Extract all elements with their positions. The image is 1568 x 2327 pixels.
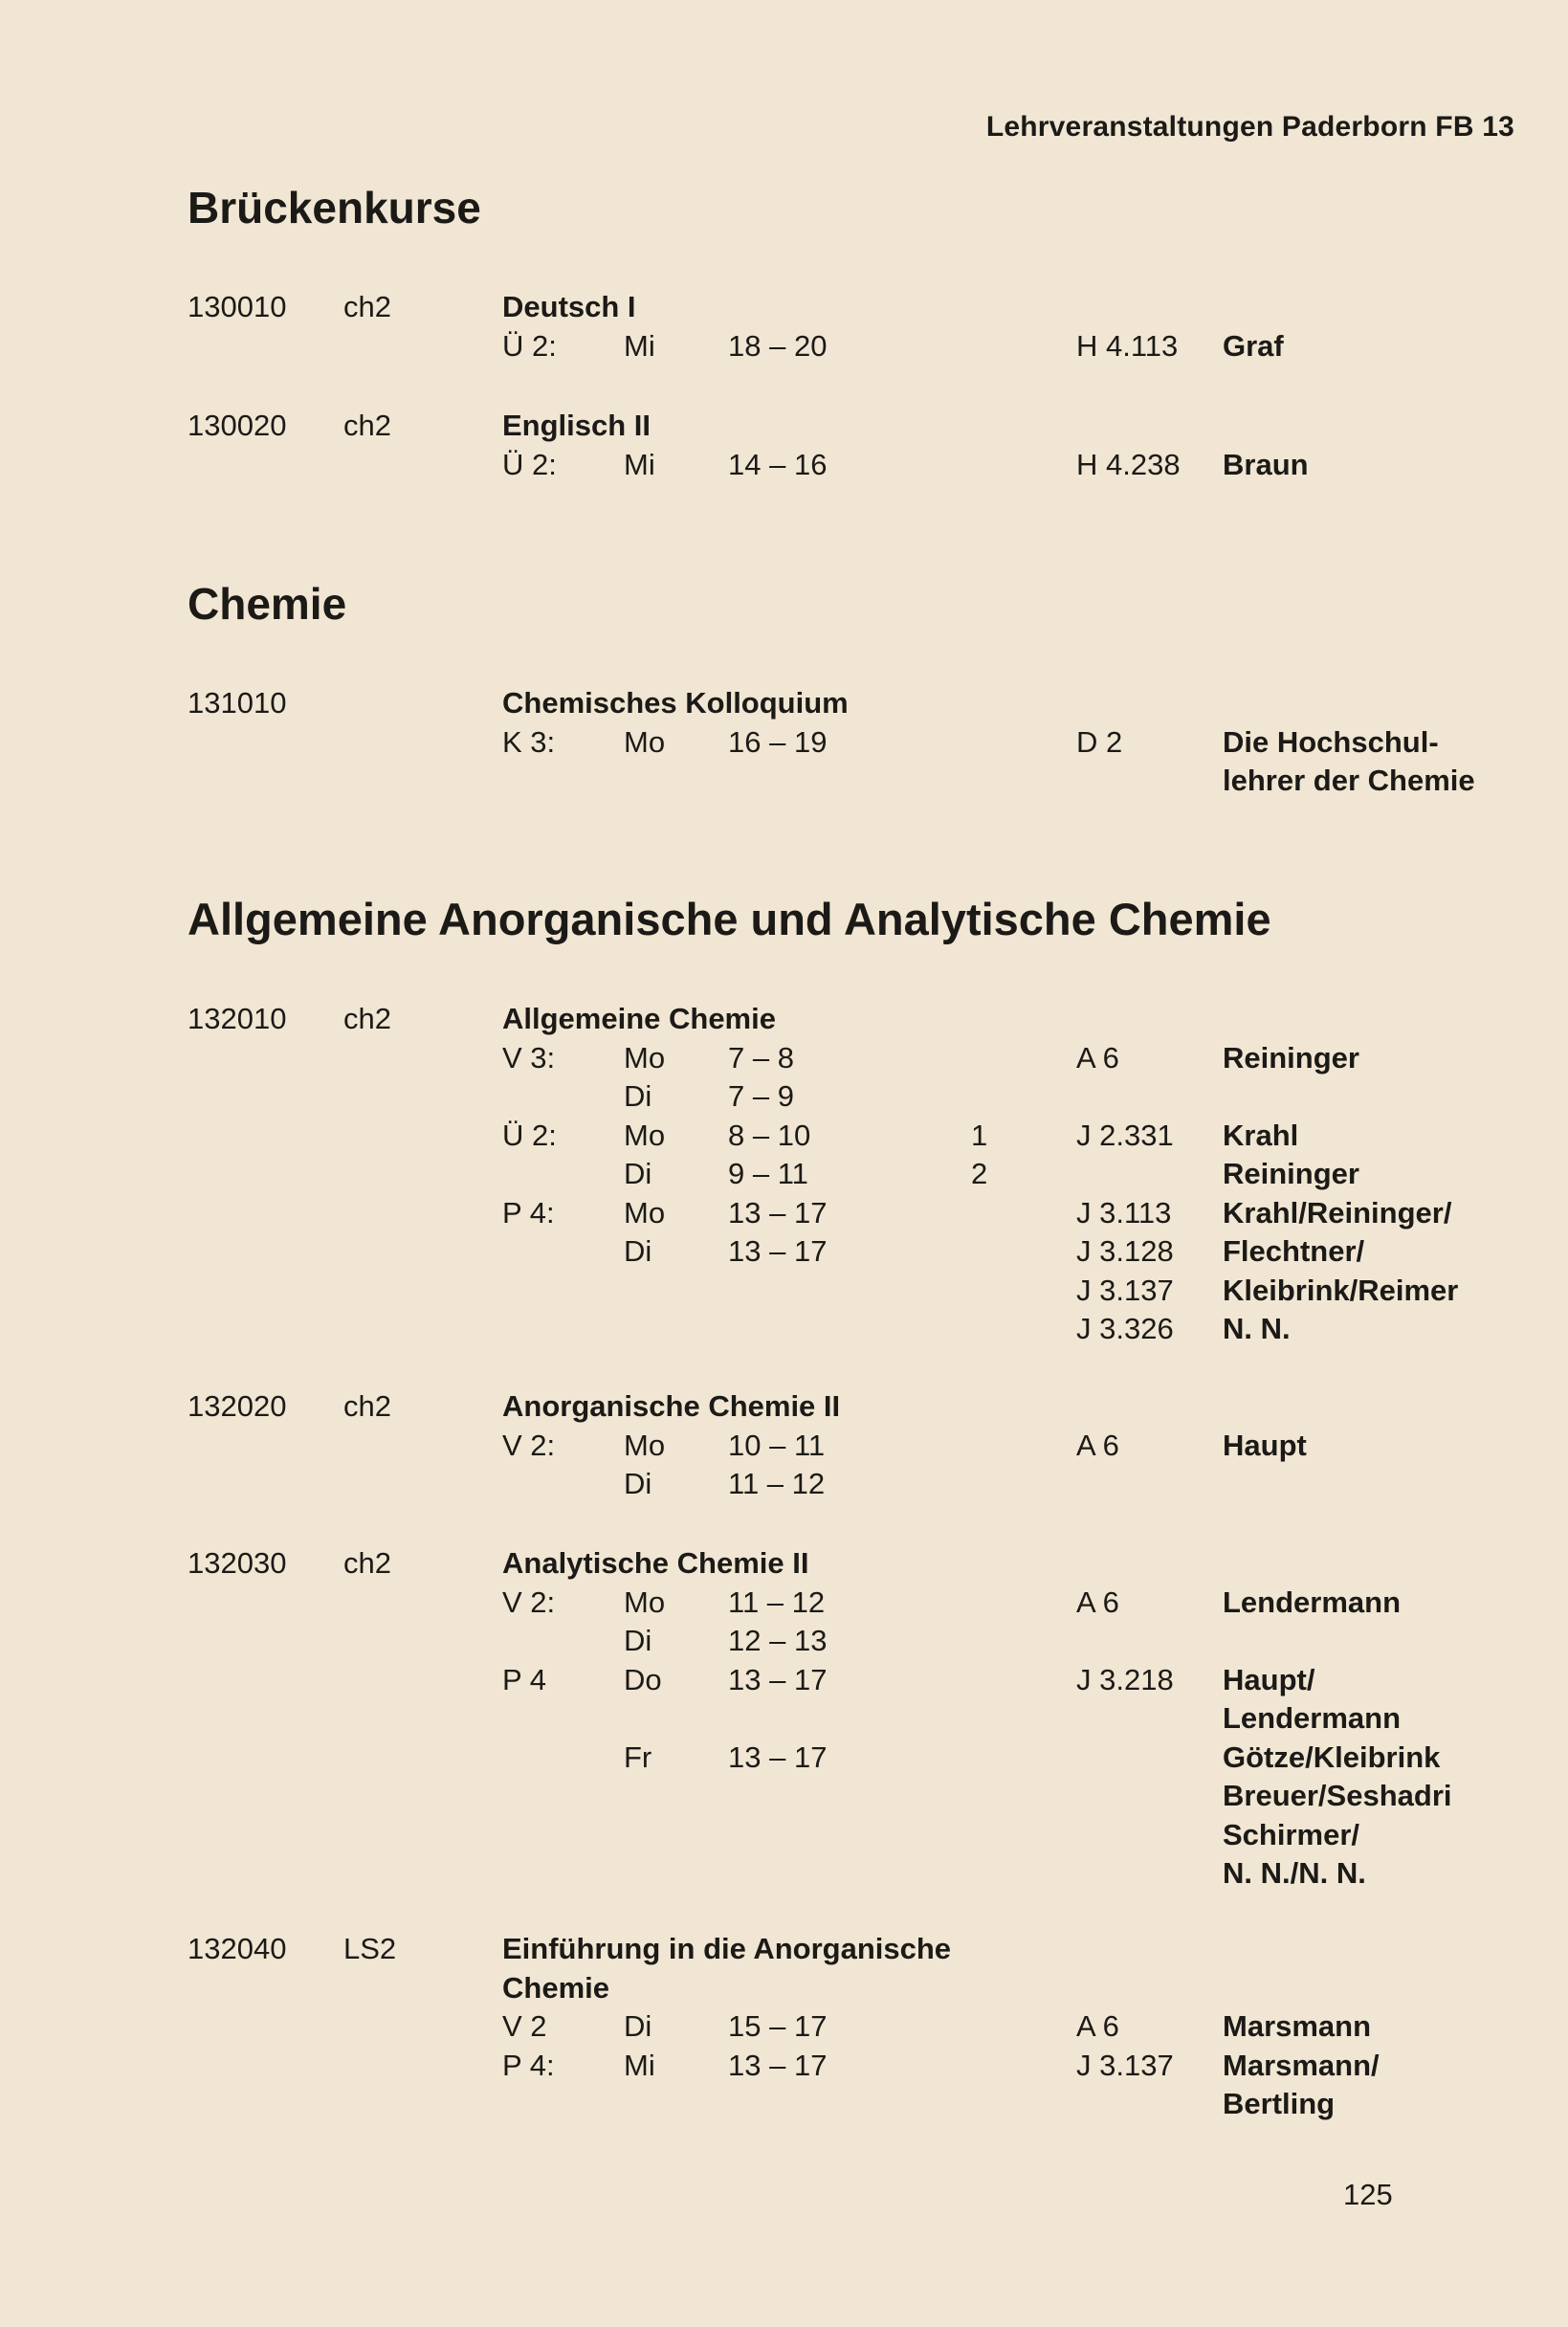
course-code: ch2 xyxy=(343,1389,391,1423)
course-132030 xyxy=(0,1546,1568,1895)
event-room: A 6 xyxy=(1076,1428,1119,1462)
course-title: Einführung in die Anorganische xyxy=(502,1932,952,1965)
event-time: 13 – 17 xyxy=(728,1195,828,1230)
course-132010 xyxy=(0,1002,1568,1351)
course-title: Allgemeine Chemie xyxy=(502,1002,776,1035)
schedule-row xyxy=(0,1740,1568,1780)
event-type: Ü 2: xyxy=(502,1118,557,1152)
course-number: 132010 xyxy=(188,1002,287,1035)
schedule-row xyxy=(0,1274,1568,1313)
course-130010 xyxy=(0,290,1568,367)
event-day: Mo xyxy=(624,1118,666,1152)
event-day: Mi xyxy=(624,447,655,481)
schedule-row xyxy=(0,2087,1568,2126)
event-lecturer: Lendermann xyxy=(1223,1585,1402,1619)
course-code: LS2 xyxy=(343,1932,397,1965)
event-lecturer: Braun xyxy=(1223,447,1309,481)
page-number: 125 xyxy=(1343,2178,1393,2211)
schedule-row xyxy=(0,1624,1568,1663)
event-time: 16 – 19 xyxy=(728,724,828,759)
event-day: Mo xyxy=(624,1428,666,1462)
schedule-row xyxy=(0,2049,1568,2088)
event-time: 13 – 17 xyxy=(728,1662,828,1696)
event-day: Mi xyxy=(624,2048,655,2082)
course-number: 131010 xyxy=(188,686,287,720)
course-132040 xyxy=(0,1932,1568,2126)
schedule-row xyxy=(0,1663,1568,1702)
course-title: Anorganische Chemie II xyxy=(502,1389,841,1423)
event-day: Di xyxy=(624,1157,652,1190)
event-lecturer: Reininger xyxy=(1223,1040,1359,1075)
event-day: Di xyxy=(624,1467,652,1500)
course-number: 130010 xyxy=(188,290,287,323)
event-lecturer: Reininger xyxy=(1223,1157,1359,1190)
event-day: Di xyxy=(624,1234,652,1268)
event-day: Mo xyxy=(624,1585,666,1619)
course-code: ch2 xyxy=(343,290,391,323)
event-day: Di xyxy=(624,2009,652,2043)
event-lecturer: Flechtner/ xyxy=(1223,1234,1365,1268)
course-header-line xyxy=(0,409,1568,448)
event-lecturer: Krahl xyxy=(1223,1118,1299,1152)
course-code: ch2 xyxy=(343,1546,391,1580)
event-lecturer: Götze/Kleibrink xyxy=(1223,1740,1441,1774)
event-time: 7 – 9 xyxy=(728,1079,794,1113)
event-type: V 2: xyxy=(502,1585,556,1619)
schedule-row xyxy=(0,725,1568,765)
course-132020 xyxy=(0,1389,1568,1506)
event-lecturer: Marsmann xyxy=(1223,2009,1372,2043)
event-room: J 3.137 xyxy=(1076,2048,1174,2082)
event-room: J 2.331 xyxy=(1076,1118,1174,1152)
section-title-chemie: Chemie xyxy=(188,579,347,629)
event-lecturer: Marsmann/ xyxy=(1223,2048,1380,2082)
course-title-continuation xyxy=(0,1971,1568,2010)
course-title: Analytische Chemie II xyxy=(502,1546,809,1580)
course-130020 xyxy=(0,409,1568,486)
event-time: 10 – 11 xyxy=(728,1428,826,1462)
schedule-row xyxy=(0,1429,1568,1468)
event-type: V 3: xyxy=(502,1040,556,1075)
event-day: Fr xyxy=(624,1740,652,1774)
event-room: J 3.113 xyxy=(1076,1195,1172,1230)
schedule-row xyxy=(0,1701,1568,1740)
event-room: H 4.238 xyxy=(1076,447,1181,481)
event-lecturer: N. N. xyxy=(1223,1312,1291,1345)
event-type: V 2 xyxy=(502,2009,547,2043)
course-header-line xyxy=(0,1932,1568,1971)
event-day: Di xyxy=(624,1079,652,1113)
event-type: P 4 xyxy=(502,1662,546,1696)
schedule-row xyxy=(0,1196,1568,1235)
course-header-line xyxy=(0,1546,1568,1585)
schedule-row xyxy=(0,1779,1568,1818)
event-lecturer: Haupt xyxy=(1223,1428,1307,1462)
course-131010 xyxy=(0,686,1568,803)
schedule-row xyxy=(0,1312,1568,1351)
event-room: H 4.113 xyxy=(1076,328,1179,363)
running-head: Lehrveranstaltungen Paderborn FB 13 xyxy=(985,111,1514,143)
schedule-row xyxy=(0,1818,1568,1857)
schedule-row xyxy=(0,1157,1568,1196)
section-title-brueckenkurse: Brückenkurse xyxy=(188,183,481,233)
schedule-row xyxy=(0,1119,1568,1158)
event-lecturer: Lendermann xyxy=(1223,1701,1402,1735)
event-lecturer: lehrer der Chemie xyxy=(1223,764,1475,797)
event-lecturer: Kleibrink/Reimer xyxy=(1223,1273,1459,1307)
course-title: Deutsch I xyxy=(502,290,636,323)
event-room: J 3.128 xyxy=(1076,1234,1174,1268)
event-day: Di xyxy=(624,1624,652,1657)
event-type: P 4: xyxy=(502,2048,555,2082)
event-time: 13 – 17 xyxy=(728,1234,828,1268)
course-number: 132040 xyxy=(188,1932,287,1965)
event-time: 14 – 16 xyxy=(728,447,828,481)
course-title: Englisch II xyxy=(502,409,651,442)
event-lecturer: Krahl/Reininger/ xyxy=(1223,1195,1452,1230)
event-group: 2 xyxy=(971,1157,988,1190)
event-room: A 6 xyxy=(1076,1585,1119,1619)
event-day: Mo xyxy=(624,1040,666,1075)
course-header-line xyxy=(0,1389,1568,1429)
schedule-row xyxy=(0,1856,1568,1895)
section-title-anorganische-analytische-chemie: Allgemeine Anorganische und Analytische Chemie xyxy=(188,894,1271,944)
event-time: 7 – 8 xyxy=(728,1040,794,1075)
event-day: Mo xyxy=(624,1195,666,1230)
schedule-row xyxy=(0,2009,1568,2049)
schedule-row xyxy=(0,764,1568,803)
event-lecturer: Breuer/Seshadri xyxy=(1223,1779,1452,1812)
course-header-line xyxy=(0,686,1568,725)
event-room: A 6 xyxy=(1076,1040,1119,1075)
event-time: 18 – 20 xyxy=(728,328,828,363)
event-room: J 3.326 xyxy=(1076,1312,1174,1345)
event-time: 11 – 12 xyxy=(728,1585,826,1619)
event-type: P 4: xyxy=(502,1195,555,1230)
event-room: A 6 xyxy=(1076,2009,1119,2043)
event-room: J 3.137 xyxy=(1076,1273,1174,1307)
schedule-row xyxy=(0,1234,1568,1274)
event-time: 8 – 10 xyxy=(728,1118,811,1152)
event-room: D 2 xyxy=(1076,724,1123,759)
schedule-row xyxy=(0,329,1568,368)
event-day: Do xyxy=(624,1662,662,1696)
event-time: 9 – 11 xyxy=(728,1157,808,1190)
course-code: ch2 xyxy=(343,1002,391,1035)
event-room: J 3.218 xyxy=(1076,1662,1174,1696)
event-time: 13 – 17 xyxy=(728,1740,828,1774)
course-title: Chemisches Kolloquium xyxy=(502,686,849,720)
event-day: Mi xyxy=(624,328,655,363)
event-time: 12 – 13 xyxy=(728,1624,828,1657)
course-number: 130020 xyxy=(188,409,287,442)
schedule-row xyxy=(0,1079,1568,1119)
event-time: 15 – 17 xyxy=(728,2009,828,2043)
schedule-row xyxy=(0,1041,1568,1080)
event-lecturer: Die Hochschul- xyxy=(1223,724,1439,759)
event-type: V 2: xyxy=(502,1428,556,1462)
course-number: 132020 xyxy=(188,1389,287,1423)
schedule-row xyxy=(0,1585,1568,1625)
event-type: Ü 2: xyxy=(502,447,557,481)
event-time: 13 – 17 xyxy=(728,2048,828,2082)
event-lecturer: N. N./N. N. xyxy=(1223,1856,1366,1890)
event-day: Mo xyxy=(624,724,666,759)
event-time: 11 – 12 xyxy=(728,1467,826,1500)
event-lecturer: Schirmer/ xyxy=(1223,1817,1360,1851)
event-lecturer: Bertling xyxy=(1223,2087,1336,2120)
course-header-line xyxy=(0,290,1568,329)
course-code: ch2 xyxy=(343,409,391,442)
course-header-line xyxy=(0,1002,1568,1041)
event-lecturer: Haupt/ xyxy=(1223,1662,1315,1696)
event-group: 1 xyxy=(971,1118,988,1152)
event-type: Ü 2: xyxy=(502,328,557,363)
course-title: Chemie xyxy=(502,1970,609,2005)
event-type: K 3: xyxy=(502,724,556,759)
schedule-row xyxy=(0,1467,1568,1506)
course-number: 132030 xyxy=(188,1546,287,1580)
schedule-row xyxy=(0,448,1568,487)
event-lecturer: Graf xyxy=(1223,328,1284,363)
